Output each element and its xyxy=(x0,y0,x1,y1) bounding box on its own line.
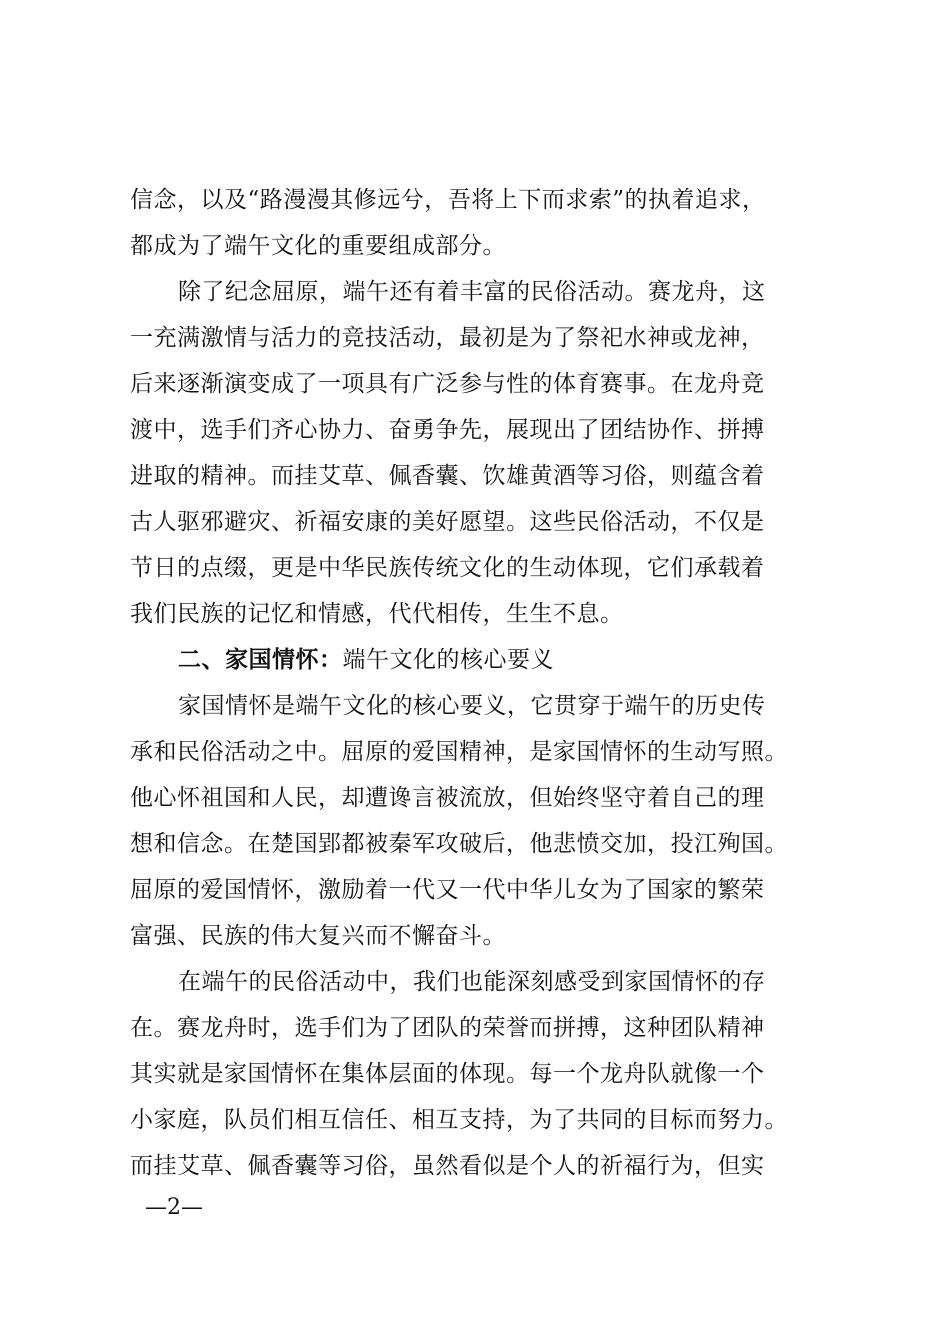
body-text-line: 后来逐渐演变成了一项具有广泛参与性的体育赛事。在龙舟竞 xyxy=(130,371,765,397)
paragraph-first-line: 在端午的民俗活动中，我们也能深刻感受到家国情怀的存 xyxy=(178,969,766,995)
body-text-line: 小家庭，队员们相互信任、相互支持，为了共同的目标而努力。 xyxy=(130,1107,788,1133)
body-text-line: 都成为了端午文化的重要组成部分。 xyxy=(130,233,506,259)
body-text-line: 进取的精神。而挂艾草、佩香囊、饮雄黄酒等习俗，则蕴含着 xyxy=(130,463,765,489)
paragraph-first-line: 除了纪念屈原，端午还有着丰富的民俗活动。赛龙舟，这 xyxy=(178,279,766,305)
section-heading xyxy=(0,637,950,683)
body-text-line: 信念，以及“路漫漫其修远兮，吾将上下而求索”的执着追求， xyxy=(130,187,766,213)
body-text-line: 而挂艾草、佩香囊等习俗，虽然看似是个人的祈福行为，但实 xyxy=(130,1153,765,1179)
body-text-line: 古人驱邪避灾、祈福安康的美好愿望。这些民俗活动，不仅是 xyxy=(130,509,765,535)
body-text-line: 节日的点缀，更是中华民族传统文化的生动体现，它们承载着 xyxy=(130,555,765,581)
page-number: —2— xyxy=(145,1195,203,1220)
body-text-line: 想和信念。在楚国郢都被秦军攻破后，他悲愤交加，投江殉国。 xyxy=(130,831,788,857)
section-heading-title: 端午文化的核心要义 xyxy=(342,647,554,673)
body-text-line: 其实就是家国情怀在集体层面的体现。每一个龙舟队就像一个 xyxy=(130,1061,765,1087)
body-text-line: 屈原的爱国情怀，激励着一代又一代中华儿女为了国家的繁荣 xyxy=(130,877,765,903)
body-text-line: 渡中，选手们齐心协力、奋勇争先，展现出了团结协作、拼搏 xyxy=(130,417,765,443)
paragraph-first-line: 家国情怀是端午文化的核心要义，它贯穿于端午的历史传 xyxy=(178,693,766,719)
body-text-line: 在。赛龙舟时，选手们为了团队的荣誉而拼搏，这种团队精神 xyxy=(130,1015,765,1041)
body-text-line: 一充满激情与活力的竞技活动，最初是为了祭祀水神或龙神， xyxy=(130,325,765,351)
body-text-line: 我们民族的记忆和情感，代代相传，生生不息。 xyxy=(130,601,624,627)
body-text-line: 他心怀祖国和人民，却遭谗言被流放，但始终坚守着自己的理 xyxy=(130,785,765,811)
body-text-line: 承和民俗活动之中。屈原的爱国精神，是家国情怀的生动写照。 xyxy=(130,739,788,765)
section-heading-label: 二、家国情怀： xyxy=(178,647,343,673)
body-text-line: 富强、民族的伟大复兴而不懈奋斗。 xyxy=(130,923,506,949)
